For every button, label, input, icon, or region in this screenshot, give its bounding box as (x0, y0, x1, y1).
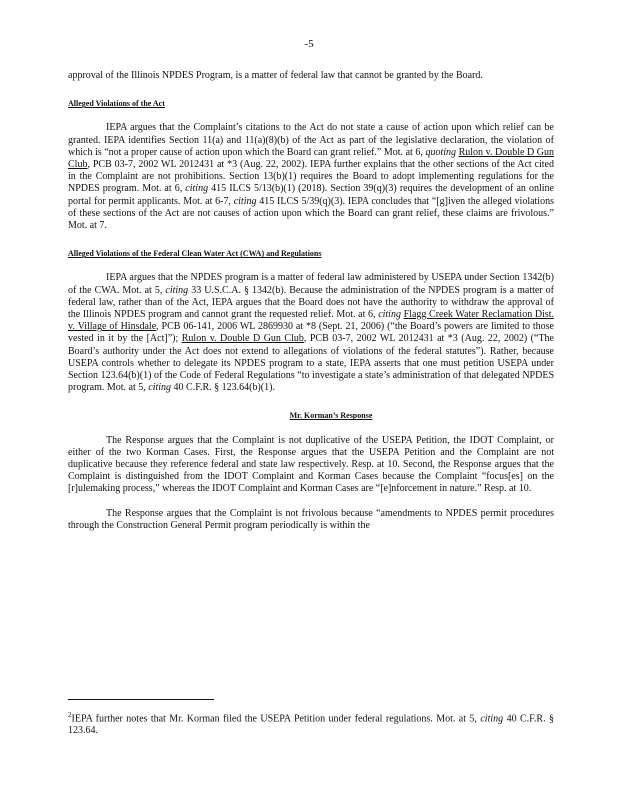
document-body (68, 70, 554, 532)
paragraph-approval: approval of the Illinois NPDES Program, is a matter of federal law that cannot be granted by the Board. (68, 70, 483, 81)
page-number: -5 (304, 38, 314, 50)
paragraph-cwa-violations: IEPA argues that the NPDES program is a matter of federal law administered by USEPA under Section 1342(b) of the CWA. Mot. at 5, citing 33 U.S.C.A. § 1342(b). Because the administration of the NPDES program is a matter of federal law, rather than of the Act, IEPA argues that the Board does not have the authority to withdraw the approval of the Illinois NPDES program and cannot grant the requested relief. Mot. at 6, citing Flagg Creek Water Reclamation Dist. v. Village of Hinsdale, PCB 06-141, 2006 WL 2869930 at *8 (Sept. 21, 2006) (“the Board’s powers are limited to those vested in it by the [Act]”); Rulon v. Double D Gun Club, PCB 03-7, 2002 WL 2012431 at *3 (Aug. 22, 2002) (“The Board’s authority under the Act does not extend to allegations of violations of the federal statutes”). Rather, because USEPA controls whether to delegate its NPDES program to a state, IEPA asserts that one must petition USEPA under Section 123.64(b)(1) of the Code of Federal Regulations “to investigate a state’s administration of that delegated NPDES program. Mot. at 5, citing 40 C.F.R. § 123.64(b)(1). (68, 272, 555, 394)
footnote: $^2$IEPA further notes that Mr. Korman filed the USEPA Petition under federal regulations. Mot. at 5, citing 40 C.F.R. § 123.64. (68, 711, 554, 737)
case-citation: Rulon v. Double D Gun Club (68, 146, 555, 171)
heading-alleged-violations-cwa: Alleged Violations of the Federal Clean Water Act (CWA) and Regulations (68, 249, 322, 259)
case-citation: Rulon v. Double D Gun Club (181, 333, 304, 345)
case-citation: Flagg Creek Water Reclamation Dist. v. Village of Hinsdale (68, 309, 555, 333)
heading-korman-response: Mr. Korman’s Response (289, 411, 373, 421)
footnote-divider (68, 699, 214, 700)
footnote-mark: 2 (68, 711, 72, 719)
heading-alleged-violations-act: Alleged Violations of the Act (68, 99, 165, 109)
paragraph-response-frivolous: The Response argues that the Complaint is not frivolous because “amendments to NPDES permit procedures through the Construction General Permit program periodically is within the (68, 507, 554, 531)
paragraph-act-violations: IEPA argues that the Complaint’s citations to the Act do not state a cause of action upon which relief can be granted. IEPA identifies Section 11(a) and 11(a)(8)(b) of the Act as part of the legislative declaration, the violation of which is “not a proper cause of action upon which the Board can grant relief.” Mot. at 6, quoting Rulon v. Double D Gun Club, PCB 03-7, 2002 WL 2012431 at *3 (Aug. 22, 2002). IEPA further explains that the other sections of the Act cited in the Complaint are not prohibitions. Section 13(b)(1) requires the Board to adopt implementing regulations for the NPDES program. Mot. at 6, citing 415 ILCS 5/13(b)(1) (2018). Section 39(q)(3) requires the development of an online portal for permit applicants. Mot. at 6-7, citing 415 ILCS 5/39(q)(3). IEPA concludes that “[g]iven the alleged violations of these sections of the Act are not causes of action upon which the Board can grant relief, these claims are frivolous.” Mot. at 7. (68, 122, 555, 232)
paragraph-response-duplicative: The Response argues that the Complaint is not duplicative of the USEPA Petition, the IDOT Complaint, or either of the two Korman Cases. First, the Response argues that the USEPA Petition and the Complaint are not duplicative because they reference federal and state law respectively. Resp. at 10. Second, the Response argues that the Complaint is distinguished from the IDOT Complaint and Korman Cases because the Complaint “focus[es] on the [r]ulemaking process,” whereas the IDOT Complaint and Korman Cases are “[e]nforcement in nature.” Resp. at 10. (68, 434, 554, 495)
